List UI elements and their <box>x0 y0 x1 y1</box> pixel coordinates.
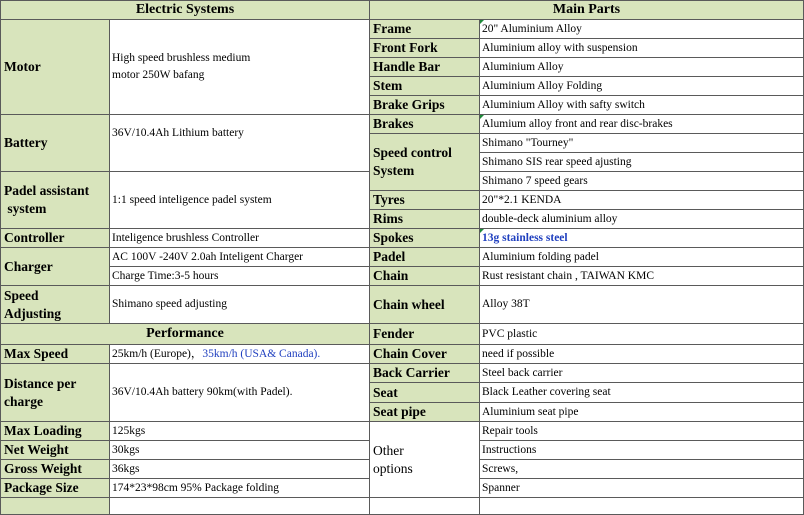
value-text: 25km/h (Europe)， <box>112 347 203 360</box>
chain-cover-value <box>480 345 804 364</box>
value-text: Aluminium Alloy <box>482 60 564 73</box>
value-text: 36V/10.4Ah Lithium battery <box>112 127 244 139</box>
charger-label <box>0 248 110 286</box>
main-parts-header <box>370 0 804 20</box>
rims-value <box>480 210 804 229</box>
padel-label <box>370 248 480 267</box>
tyres-label <box>370 191 480 210</box>
brake-grips-label <box>370 96 480 115</box>
value-text: Black Leather covering seat <box>482 386 611 398</box>
battery-label <box>0 115 110 172</box>
label-line: Speed <box>4 287 39 303</box>
value-text: Aluminium Alloy with safty switch <box>482 98 645 111</box>
battery-value <box>110 115 370 172</box>
value-text: Inteligence brushless Controller <box>112 231 259 244</box>
max-speed-value <box>110 345 370 364</box>
label-text: Frame <box>373 21 412 36</box>
label-text: Gross Weight <box>4 461 82 476</box>
stem-label <box>370 77 480 96</box>
value-text: Shimano "Tourney" <box>482 136 574 149</box>
brakes-label <box>370 115 480 134</box>
value-text: 125kgs <box>112 424 146 437</box>
net-weight-value <box>110 441 370 460</box>
electric-systems-header <box>0 0 370 20</box>
value-text: Shimano speed adjusting <box>112 298 227 310</box>
label-line: Padel assistant <box>4 183 90 198</box>
tyres-value <box>480 191 804 210</box>
value-text: Aluminium Alloy Folding <box>482 79 603 92</box>
other-options-value-4 <box>480 479 804 498</box>
front-fork-value <box>480 39 804 58</box>
label-text: Chain Cover <box>373 346 447 361</box>
max-speed-label <box>0 345 110 364</box>
gross-weight-label <box>0 460 110 479</box>
label-line: charge <box>4 393 43 409</box>
label-text: Handle Bar <box>373 59 441 74</box>
other-options-value-3 <box>480 460 804 479</box>
label-text: Net Weight <box>4 442 69 457</box>
net-weight-label <box>0 441 110 460</box>
value-text: need if possible <box>482 347 555 360</box>
value-text-blue: 35km/h (USA& Canada). <box>202 347 321 360</box>
frame-label <box>370 20 480 39</box>
rims-label <box>370 210 480 229</box>
motor-label <box>0 20 110 115</box>
front-fork-label <box>370 39 480 58</box>
label-line: System <box>373 163 415 178</box>
speed-adjusting-value <box>110 286 370 324</box>
label-text: Battery <box>4 135 48 150</box>
package-size-label <box>0 479 110 498</box>
value-text: Instructions <box>482 443 537 456</box>
header-text: Performance <box>146 326 224 341</box>
chain-label <box>370 267 480 286</box>
label-text: Spokes <box>373 230 414 245</box>
value-text: Rust resistant chain , TAIWAN KMC <box>482 269 654 282</box>
label-line: Speed control <box>373 145 452 160</box>
max-loading-label <box>0 422 110 441</box>
chain-cover-label <box>370 345 480 364</box>
value-text: Charge Time:3-5 hours <box>112 269 219 282</box>
label-text: Rims <box>373 211 403 226</box>
label-line: Distance per <box>4 375 77 391</box>
handle-bar-label <box>370 58 480 77</box>
value-text: 30kgs <box>112 443 140 456</box>
distance-value <box>110 364 370 422</box>
stem-value <box>480 77 804 96</box>
speed-control-value-2 <box>480 153 804 172</box>
value-text: 36kgs <box>112 462 140 475</box>
speed-control-label <box>370 134 480 191</box>
value-line: High speed brushless medium <box>112 52 251 64</box>
value-text: 20"*2.1 KENDA <box>482 193 562 206</box>
value-text: 20" Aluminium Alloy <box>482 22 582 35</box>
label-text: Seat <box>373 384 398 400</box>
label-text: Chain <box>373 268 409 283</box>
empty-value-cell <box>110 498 370 515</box>
header-text: Electric Systems <box>135 2 235 17</box>
value-text: Screws, <box>482 462 519 475</box>
header-text: Main Parts <box>552 2 621 17</box>
label-text: Stem <box>373 78 403 93</box>
other-options-value-2 <box>480 441 804 460</box>
back-carrier-value <box>480 364 804 383</box>
value-line: motor 250W bafang <box>112 69 205 81</box>
value-text: 1:1 speed inteligence padel system <box>112 193 272 206</box>
chain-value <box>480 267 804 286</box>
value-text: Spanner <box>482 481 520 494</box>
label-text: Max Speed <box>4 346 69 361</box>
value-text: Aluminium seat pipe <box>482 405 579 418</box>
seat-value <box>480 383 804 403</box>
spokes-value <box>480 229 804 248</box>
controller-value <box>110 229 370 248</box>
value-text: PVC plastic <box>482 327 538 340</box>
chain-wheel-value <box>480 286 804 324</box>
chain-wheel-label <box>370 286 480 324</box>
value-text: Aluminium folding padel <box>482 250 599 263</box>
spokes-label <box>370 229 480 248</box>
padel-assistant-label <box>0 172 110 229</box>
distance-label <box>0 364 110 422</box>
value-text: Repair tools <box>482 424 538 437</box>
handle-bar-value <box>480 58 804 77</box>
value-text: Shimano 7 speed gears <box>482 174 588 187</box>
value-text-blue: 13g stainless steel <box>482 231 568 244</box>
label-text: Fender <box>373 326 415 341</box>
value-text: 36V/10.4Ah battery 90km(with Padel). <box>112 386 293 398</box>
value-text: double-deck aluminium alloy <box>482 212 618 225</box>
seat-pipe-label <box>370 403 480 422</box>
empty-label-cell <box>370 498 480 515</box>
label-text: Controller <box>4 230 65 245</box>
speed-control-value-1 <box>480 134 804 153</box>
speed-adjusting-label <box>0 286 110 324</box>
label-text: Package Size <box>4 480 79 495</box>
fender-value <box>480 324 804 345</box>
padel-assistant-value <box>110 172 370 229</box>
charger-value-1 <box>110 248 370 267</box>
label-text: Brakes <box>373 116 414 131</box>
label-line: options <box>373 460 413 476</box>
other-options-label <box>370 422 480 498</box>
label-text: Padel <box>373 249 406 264</box>
other-options-value-1 <box>480 422 804 441</box>
brake-grips-value <box>480 96 804 115</box>
label-text: Back Carrier <box>373 365 450 380</box>
label-text: Charger <box>4 258 53 274</box>
seat-pipe-value <box>480 403 804 422</box>
back-carrier-label <box>370 364 480 383</box>
brakes-value <box>480 115 804 134</box>
frame-value <box>480 20 804 39</box>
empty-value-cell <box>480 498 804 515</box>
value-text: AC 100V -240V 2.0ah Inteligent Charger <box>112 250 304 263</box>
label-text: Max Loading <box>4 423 82 438</box>
package-size-value <box>110 479 370 498</box>
value-text: Alumium alloy front and rear disc-brakes <box>482 117 673 130</box>
label-text: Motor <box>4 59 41 74</box>
seat-label <box>370 383 480 403</box>
label-text: Front Fork <box>373 40 438 55</box>
speed-control-value-3 <box>480 172 804 191</box>
value-text: Steel back carrier <box>482 366 563 379</box>
performance-header <box>0 324 370 345</box>
controller-label <box>0 229 110 248</box>
max-loading-value <box>110 422 370 441</box>
label-line: Adjusting <box>4 305 62 321</box>
label-line: system <box>4 201 47 216</box>
value-text: Aluminium alloy with suspension <box>482 41 638 54</box>
value-text: 174*23*98cm 95% Package folding <box>112 481 280 494</box>
value-text: Shimano SIS rear speed ajusting <box>482 155 632 168</box>
label-text: Tyres <box>373 192 405 207</box>
label-line: Other <box>373 442 404 458</box>
gross-weight-value <box>110 460 370 479</box>
label-text: Seat pipe <box>373 404 426 419</box>
fender-label <box>370 324 480 345</box>
label-text: Brake Grips <box>373 97 445 112</box>
label-text: Chain wheel <box>373 296 445 312</box>
value-text: Alloy 38T <box>482 298 530 310</box>
empty-label-cell <box>0 498 110 515</box>
motor-value <box>110 20 370 115</box>
charger-value-2 <box>110 267 370 286</box>
padel-value <box>480 248 804 267</box>
